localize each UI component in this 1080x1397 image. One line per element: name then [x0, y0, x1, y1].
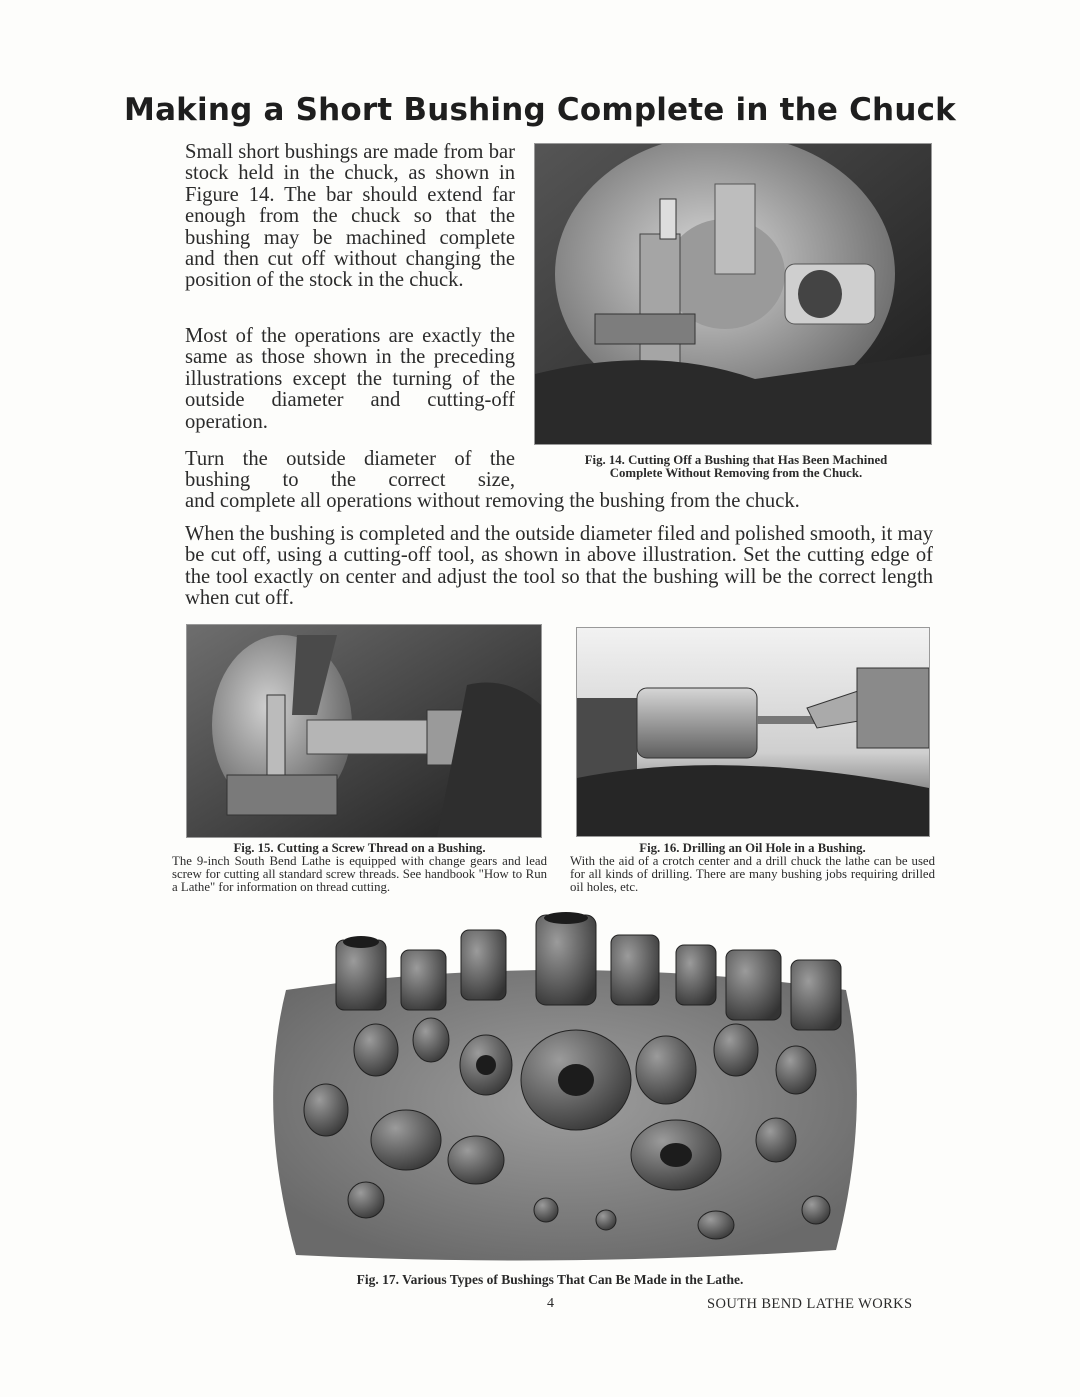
- paragraph-cut-off: When the bushing is completed and the outside diameter filed and polished smooth, it may be cut off, using a cutting-off tool, as shown in above illustration. Set the cutting edge of the tool exactly on center and adjust the tool so that the bushing will be the correct length when cut off.: [185, 523, 933, 610]
- figure-15-caption-title: Fig. 15. Cutting a Screw Thread on a Bushing.: [233, 841, 486, 855]
- page-number: 4: [547, 1296, 554, 1311]
- paragraph-operations: Most of the operations are exactly the same as those shown in the preceding illustrations except the turning of the outside diameter and cutting-off operation.: [185, 325, 515, 433]
- figure-15-photo: [186, 624, 542, 838]
- page-title: Making a Short Bushing Complete in the Chuck: [124, 92, 956, 128]
- figure-14-caption: [536, 454, 936, 480]
- paragraph-turn-end: and complete all operations without removing the bushing from the chuck.: [185, 490, 800, 512]
- figure-14-caption-line2: Complete Without Removing from the Chuck.: [609, 466, 863, 480]
- figure-14-caption-line1: Fig. 14. Cutting Off a Bushing that Has Been Machined: [584, 453, 888, 467]
- figure-15-caption-body: The 9-inch South Bend Lathe is equipped with change gears and lead screw for cutting all standard screw threads. See handbook "How to Run a Lathe" for information on thread cutting.: [172, 854, 547, 894]
- figure-16-caption: [570, 842, 935, 894]
- figure-16-caption-title: Fig. 16. Drilling an Oil Hole in a Bushing.: [639, 841, 866, 855]
- paragraph-intro: Small short bushings are made from bar stock held in the chuck, as shown in Figure 14. The bar should extend far enough from the chuck so that the bushing may be machined complete and then cut off without changing the position of the stock in the chuck.: [185, 141, 515, 292]
- publisher-footer: SOUTH BEND LATHE WORKS: [707, 1296, 913, 1312]
- figure-17-photo: [256, 910, 872, 1268]
- figure-17-caption: Fig. 17. Various Types of Bushings That Can Be Made in the Lathe.: [356, 1272, 744, 1287]
- paragraph-turn-start: Turn the outside diameter of the bushing to the correct size,: [185, 448, 515, 492]
- figure-16-photo: [576, 627, 930, 837]
- figure-16-caption-body: With the aid of a crotch center and a drill chuck the lathe can be used for all kinds of drilling. There are many bushing jobs requiring drilled oil holes, etc.: [570, 854, 935, 894]
- figure-14-photo: [534, 143, 932, 445]
- figure-15-caption: [172, 842, 547, 894]
